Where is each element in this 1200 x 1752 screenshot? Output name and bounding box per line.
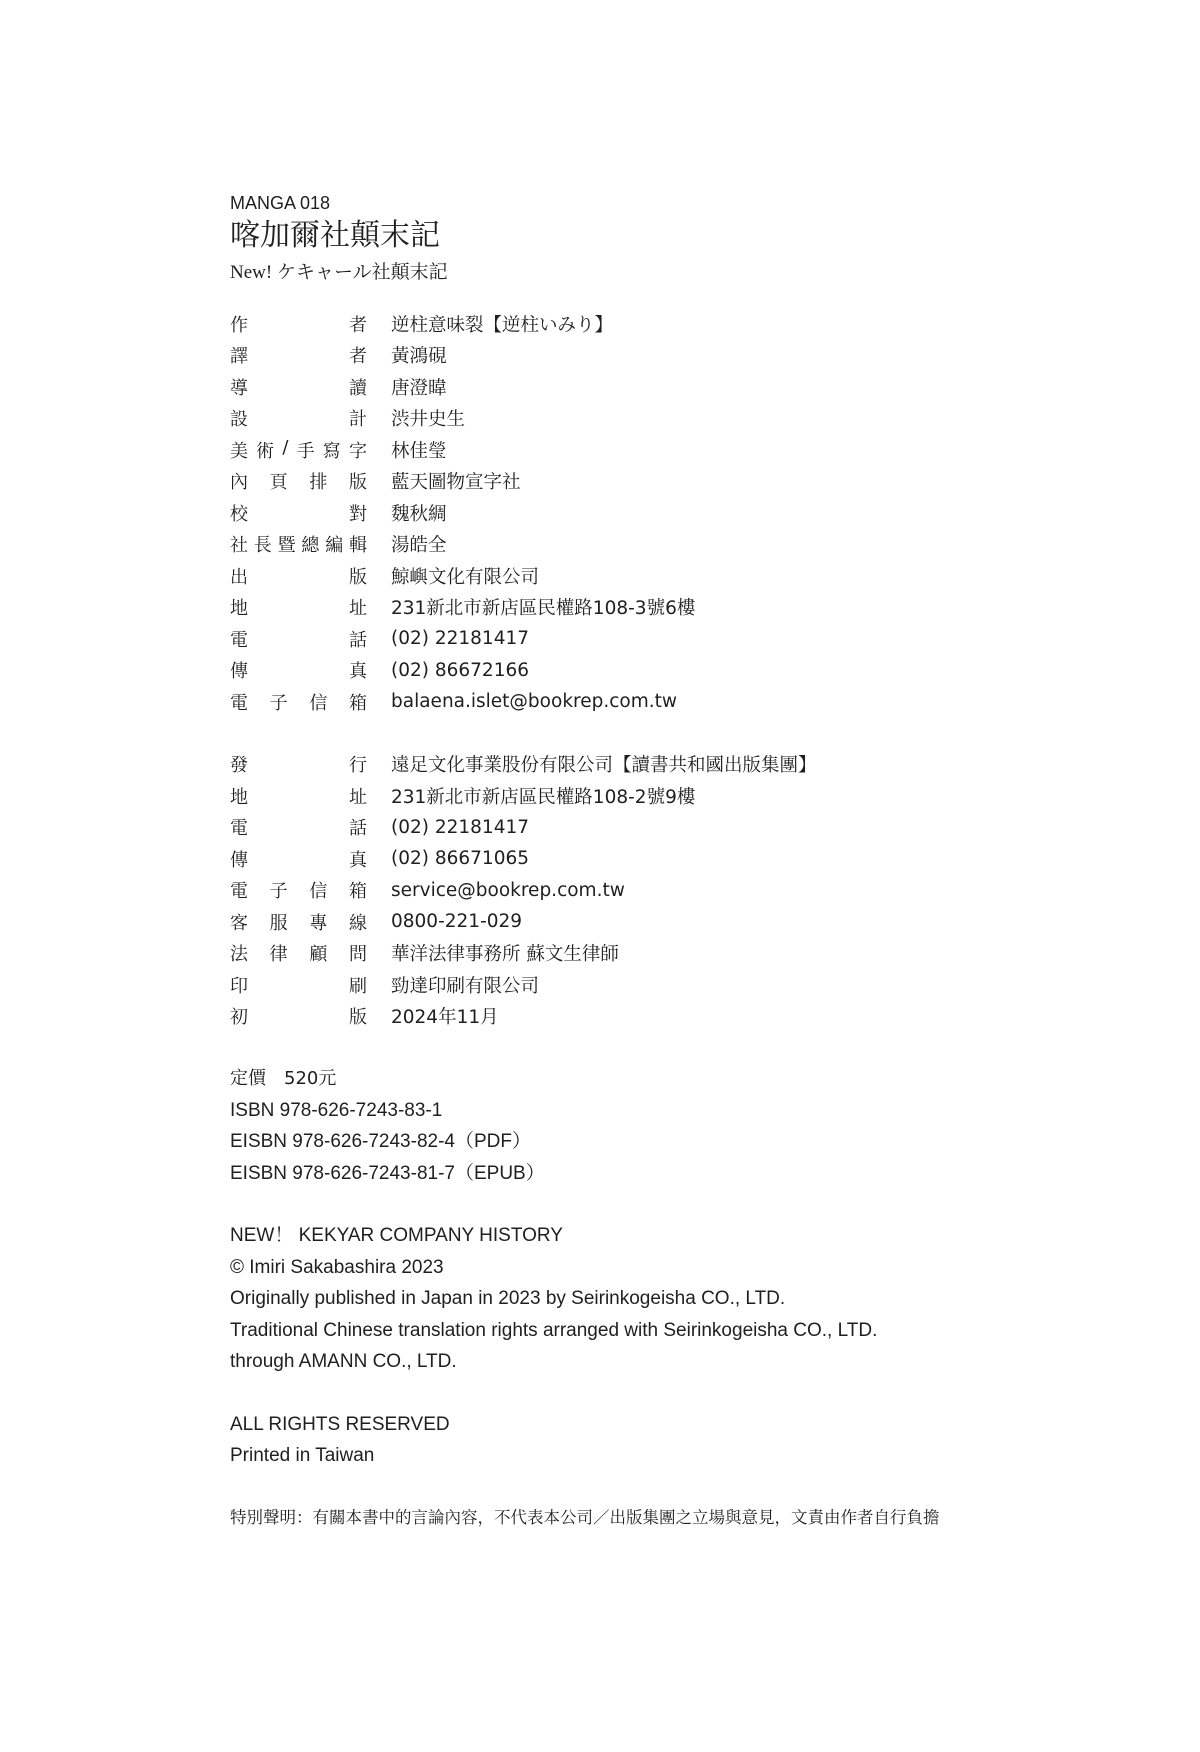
credit-label-char: 校 xyxy=(230,503,248,525)
credit-label xyxy=(230,972,367,998)
credit-label-char: 傳 xyxy=(230,849,248,871)
rights-block xyxy=(230,1220,1130,1378)
credit-label-char: 址 xyxy=(349,598,367,620)
credit-label-char: 寫 xyxy=(322,440,341,462)
original-publication-line: Originally published in Japan in 2023 by Seirinkogeisha CO., LTD. xyxy=(230,1288,786,1309)
credit-label xyxy=(230,751,367,777)
credit-label-char: / xyxy=(282,436,289,458)
credit-label xyxy=(230,814,367,840)
credit-value: service@bookrep.com.tw xyxy=(391,879,625,901)
credit-row xyxy=(230,906,1130,938)
credit-label-char: 版 xyxy=(349,566,367,588)
credit-label-char: 導 xyxy=(230,377,248,399)
english-title-line: NEW！ KEKYAR COMPANY HISTORY xyxy=(230,1225,563,1246)
credit-value: 渋井史生 xyxy=(391,409,466,431)
book-subtitle: New! ケキャール社顛末記 xyxy=(230,262,448,283)
credit-label-char: 電 xyxy=(230,692,248,714)
credit-label-char: 服 xyxy=(269,912,288,934)
credit-label xyxy=(230,877,367,903)
credit-value: 唐澄暐 xyxy=(391,377,447,399)
credit-label-char: 子 xyxy=(269,881,288,903)
credit-label-char: 真 xyxy=(349,661,367,683)
credit-label-char: 址 xyxy=(349,786,367,808)
credit-label-char: 設 xyxy=(230,409,248,431)
credit-value: 逆柱意味裂【逆柱いみり】 xyxy=(391,314,614,336)
footer-block xyxy=(230,1409,1130,1472)
credit-label-char: 行 xyxy=(349,755,367,777)
credit-label-char: 初 xyxy=(230,1007,248,1029)
credit-row xyxy=(230,623,1130,655)
credit-row xyxy=(230,466,1130,498)
credit-label xyxy=(230,531,367,557)
copyright-line: © Imiri Sakabashira 2023 xyxy=(230,1256,444,1278)
credit-label-char: 信 xyxy=(309,692,328,714)
credit-value: 華洋法律事務所 蘇文生律師 xyxy=(391,944,619,966)
section-gap xyxy=(230,1032,1130,1063)
credit-label-char: 信 xyxy=(309,881,328,903)
section-gap xyxy=(230,718,1130,749)
credit-value: (02) 86671065 xyxy=(391,848,530,870)
credit-row xyxy=(230,560,1130,592)
credit-row xyxy=(230,812,1130,844)
agency-line: through AMANN CO., LTD. xyxy=(230,1351,457,1372)
publisher-credits xyxy=(230,308,1130,718)
credit-label-char: 子 xyxy=(269,692,288,714)
credit-row xyxy=(230,875,1130,907)
distributor-credits xyxy=(230,749,1130,1033)
credit-label-char: 版 xyxy=(348,472,367,494)
credit-value: 2024年11月 xyxy=(391,1007,499,1029)
credit-label xyxy=(230,405,367,431)
credit-row xyxy=(230,308,1130,340)
credit-label-char: 暨 xyxy=(277,535,296,557)
credit-label-char: 頁 xyxy=(269,472,288,494)
credit-row xyxy=(230,843,1130,875)
credit-value: 黃鴻硯 xyxy=(391,346,447,368)
credit-label-char: 排 xyxy=(309,472,328,494)
credit-label xyxy=(230,563,367,589)
credit-label-char: 問 xyxy=(348,944,367,966)
credit-label-char: 術 xyxy=(256,440,275,462)
credit-label-char: 作 xyxy=(230,314,248,336)
credit-row xyxy=(230,403,1130,435)
series-label: MANGA 018 xyxy=(230,193,331,213)
credit-label-char: 線 xyxy=(348,912,367,934)
credit-value: 藍天圖物宣字社 xyxy=(391,472,521,494)
credit-label-char: 內 xyxy=(230,472,248,494)
credit-value: 231新北市新店區民權路108-3號6樓 xyxy=(391,598,696,620)
credit-label-char: 版 xyxy=(349,1007,367,1029)
credit-row xyxy=(230,749,1130,781)
credit-value: (02) 22181417 xyxy=(391,628,530,650)
credit-label-char: 讀 xyxy=(349,377,367,399)
disclaimer-notice: 特別聲明：有關本書中的言論內容，不代表本公司／出版集團之立場與意見，文責由作者自行負擔 xyxy=(230,1507,940,1527)
credit-label-char: 顧 xyxy=(309,944,328,966)
credit-label-char: 真 xyxy=(349,849,367,871)
credit-row xyxy=(230,780,1130,812)
credit-value: 遠足文化事業股份有限公司【讀書共和國出版集團】 xyxy=(391,755,817,777)
credit-label xyxy=(230,846,367,872)
credit-value: 魏秋綢 xyxy=(391,503,447,525)
credit-label-char: 印 xyxy=(230,975,248,997)
credit-label-char: 總 xyxy=(301,535,320,557)
credit-value: 231新北市新店區民權路108-2號9樓 xyxy=(391,786,696,808)
credit-label xyxy=(230,374,367,400)
credit-label-char: 發 xyxy=(230,755,248,777)
credit-label-char: 計 xyxy=(349,409,367,431)
credit-label-char: 出 xyxy=(230,566,248,588)
credit-row xyxy=(230,529,1130,561)
credit-row xyxy=(230,371,1130,403)
credit-label xyxy=(230,437,367,463)
credit-value: (02) 22181417 xyxy=(391,816,530,838)
credit-label-char: 輯 xyxy=(348,535,367,557)
credit-label-char: 者 xyxy=(349,346,367,368)
credit-value: balaena.islet@bookrep.com.tw xyxy=(391,691,678,713)
credit-value: (02) 86672166 xyxy=(391,659,530,681)
printed-in: Printed in Taiwan xyxy=(230,1445,375,1466)
credit-row xyxy=(230,969,1130,1001)
credit-row xyxy=(230,655,1130,687)
credit-label xyxy=(230,689,367,715)
credit-row xyxy=(230,1001,1130,1033)
credit-label-char: 律 xyxy=(269,944,288,966)
credit-label xyxy=(230,1003,367,1029)
credit-label-char: 長 xyxy=(253,535,272,557)
credit-label-char: 字 xyxy=(348,440,367,462)
credit-label xyxy=(230,594,367,620)
credit-value: 林佳瑩 xyxy=(391,440,447,462)
credit-label xyxy=(230,500,367,526)
credit-row xyxy=(230,434,1130,466)
credit-label xyxy=(230,626,367,652)
credit-value: 鯨嶼文化有限公司 xyxy=(391,566,540,588)
credit-label-char: 譯 xyxy=(230,346,248,368)
credit-label-char: 話 xyxy=(349,629,367,651)
credit-value: 湯皓全 xyxy=(391,535,447,557)
credit-label-char: 刷 xyxy=(349,975,367,997)
credit-row xyxy=(230,938,1130,970)
all-rights-reserved: ALL RIGHTS RESERVED xyxy=(230,1413,450,1435)
credit-label-char: 地 xyxy=(230,598,248,620)
credit-label-char: 電 xyxy=(230,629,248,651)
eisbn-epub-line: EISBN 978-626-7243-81-7（EPUB） xyxy=(230,1162,545,1184)
eisbn-pdf-line: EISBN 978-626-7243-82-4（PDF） xyxy=(230,1131,531,1152)
credit-label-char: 專 xyxy=(309,912,328,934)
credit-label xyxy=(230,468,367,494)
credit-row xyxy=(230,340,1130,372)
credit-label-char: 美 xyxy=(230,440,248,462)
credit-label-char: 傳 xyxy=(230,661,248,683)
credit-row xyxy=(230,592,1130,624)
price-line: 定價 520元 xyxy=(230,1068,337,1089)
credit-label-char: 客 xyxy=(230,912,248,934)
translation-rights-line: Traditional Chinese translation rights arranged with Seirinkogeisha CO., LTD. xyxy=(230,1319,878,1341)
credit-label-char: 話 xyxy=(349,818,367,840)
credit-label-char: 社 xyxy=(230,535,248,557)
credit-label xyxy=(230,311,367,337)
credit-label-char: 法 xyxy=(230,944,248,966)
credit-label-char: 對 xyxy=(349,503,367,525)
isbn-line: ISBN 978-626-7243-83-1 xyxy=(230,1099,443,1121)
credit-label-char: 者 xyxy=(349,314,367,336)
credit-value: 0800-221-029 xyxy=(391,911,523,933)
credit-label-char: 編 xyxy=(325,535,344,557)
credit-row xyxy=(230,497,1130,529)
colophon-page xyxy=(230,188,1130,1533)
credit-label xyxy=(230,783,367,809)
credit-label-char: 箱 xyxy=(348,881,367,903)
credit-row xyxy=(230,686,1130,718)
credit-label xyxy=(230,657,367,683)
credit-label xyxy=(230,342,367,368)
price-isbn-block xyxy=(230,1063,1130,1189)
section-gap xyxy=(230,1378,1130,1409)
credit-label-char: 電 xyxy=(230,818,248,840)
credit-value: 勁達印刷有限公司 xyxy=(391,975,540,997)
section-gap xyxy=(230,1189,1130,1220)
book-title: 喀加爾社顛末記 xyxy=(230,219,440,252)
credit-label-char: 手 xyxy=(296,440,315,462)
credit-label-char: 箱 xyxy=(348,692,367,714)
credit-label-char: 電 xyxy=(230,881,248,903)
credit-label-char: 地 xyxy=(230,786,248,808)
credit-label xyxy=(230,940,367,966)
section-gap xyxy=(230,1472,1130,1503)
credit-label xyxy=(230,909,367,935)
